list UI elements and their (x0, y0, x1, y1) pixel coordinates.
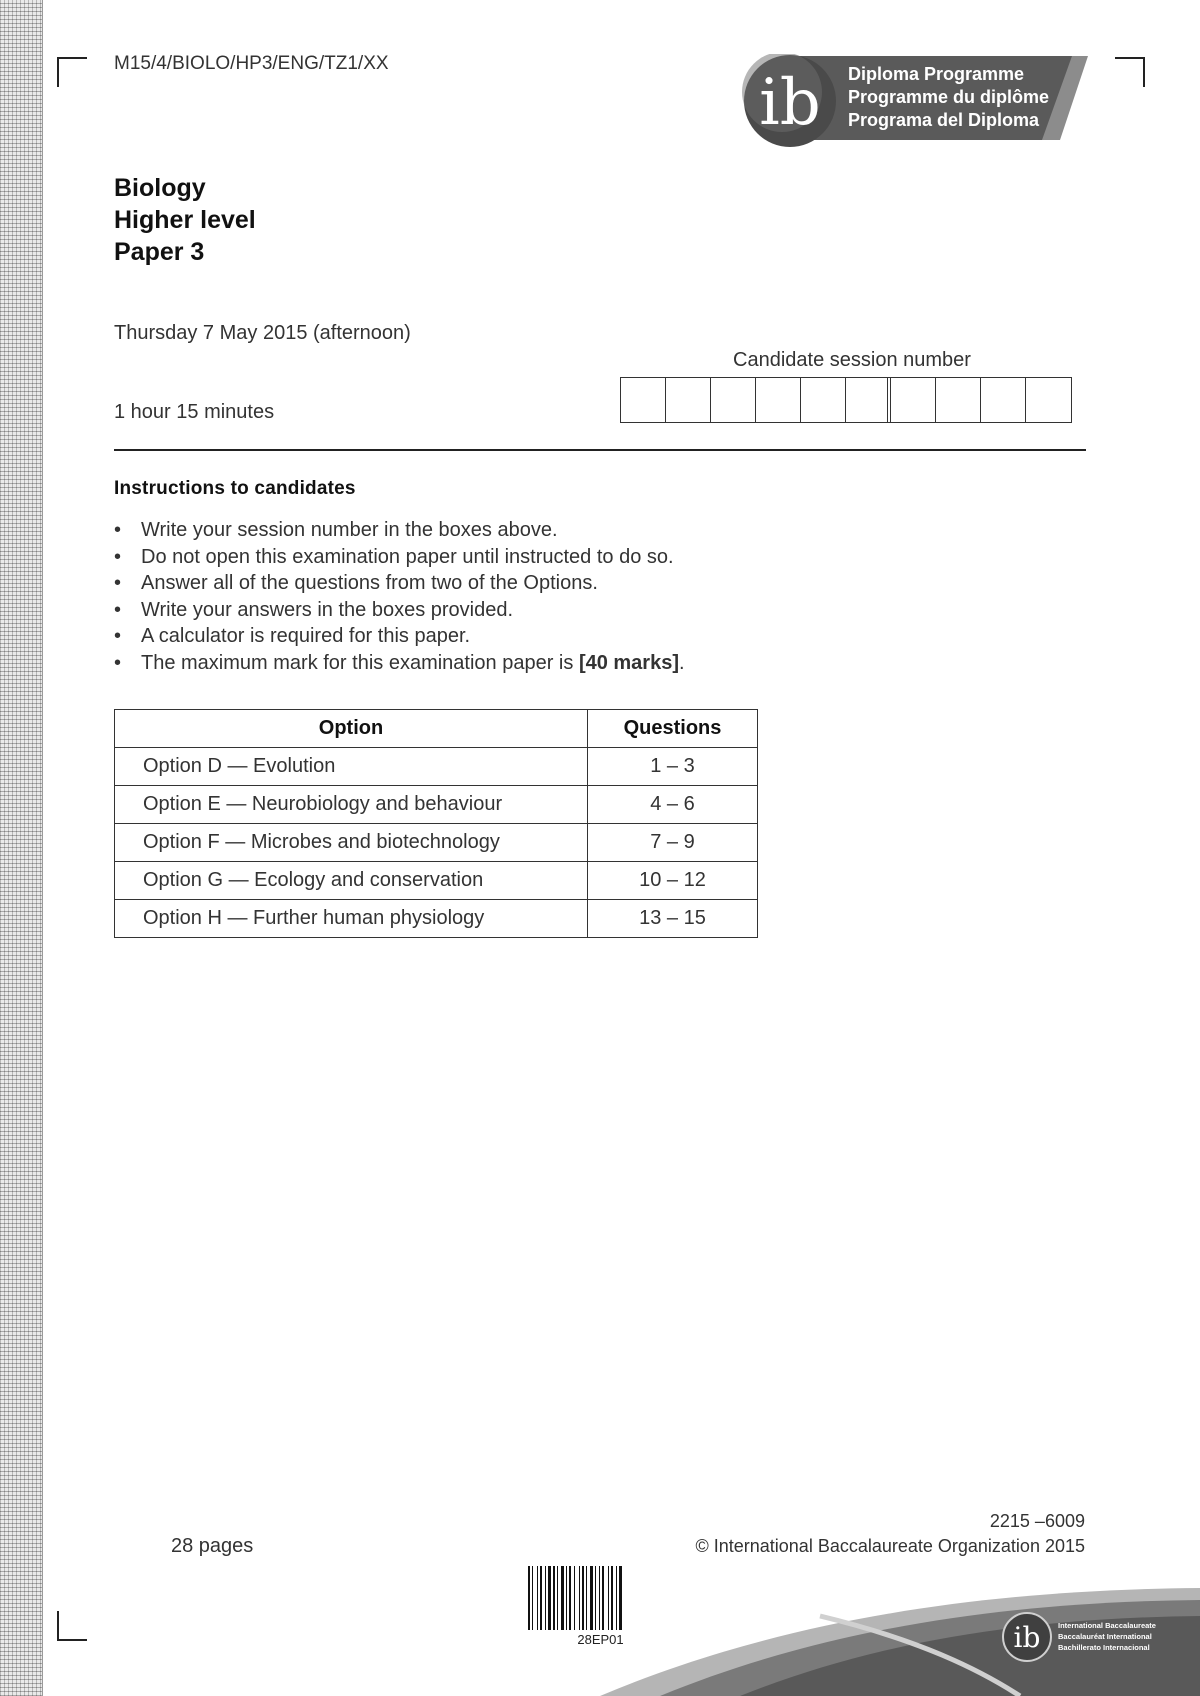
candidate-session-boxes[interactable] (620, 377, 1072, 423)
instructions-list (114, 517, 685, 677)
barcode-bar (545, 1566, 546, 1630)
barcode-bar (557, 1566, 558, 1630)
level-title: Higher level (114, 206, 256, 234)
session-digit-box[interactable] (891, 378, 936, 422)
table-row (115, 862, 758, 900)
instruction-item: • Answer all of the questions from two of the Options. (114, 570, 685, 597)
paper-code: M15/4/BIOLO/HP3/ENG/TZ1/XX (114, 53, 389, 74)
questions-cell: 1 – 3 (588, 748, 758, 786)
barcode-bar (590, 1566, 593, 1630)
session-digit-box[interactable] (666, 378, 711, 422)
table-row (115, 786, 758, 824)
session-digit-box[interactable] (1026, 378, 1071, 422)
header-questions: Questions (588, 710, 758, 748)
session-digit-box[interactable] (711, 378, 756, 422)
session-digit-box[interactable] (801, 378, 846, 422)
page-count: 28 pages (171, 1535, 254, 1557)
table-row (115, 748, 758, 786)
corner-logo-line-2: Baccalauréat International (1058, 1632, 1152, 1641)
barcode-bar (528, 1566, 530, 1630)
barcode-bar (574, 1566, 575, 1630)
option-cell: Option H — Further human physiology (115, 900, 588, 938)
barcode-bar (540, 1566, 542, 1630)
options-table (114, 709, 758, 938)
table-row (115, 900, 758, 938)
session-digit-box[interactable] (756, 378, 801, 422)
barcode-bar (569, 1566, 571, 1630)
ib-corner-mark: ib (1013, 1621, 1041, 1654)
instructions-heading: Instructions to candidates (114, 478, 356, 499)
instruction-item: • Do not open this examination paper until instructed to do so. (114, 544, 685, 571)
subject-title: Biology (114, 174, 206, 202)
barcode-bar (595, 1566, 596, 1630)
binding-strip (0, 0, 43, 1696)
session-digit-box[interactable] (846, 378, 891, 422)
logo-line-2: Programme du diplôme (848, 87, 1050, 107)
ib-diploma-logo (742, 54, 1088, 152)
barcode-bar (537, 1566, 538, 1630)
ib-logo-mark: ib (759, 66, 821, 140)
footer-swoosh (600, 1580, 1200, 1696)
table-header-row (115, 710, 758, 748)
option-cell: Option F — Microbes and biotechnology (115, 824, 588, 862)
barcode-label: 28EP01 (577, 1632, 624, 1647)
session-digit-box[interactable] (981, 378, 1026, 422)
option-cell: Option D — Evolution (115, 748, 588, 786)
instruction-item: • A calculator is required for this paper. (114, 623, 685, 650)
table-row (115, 824, 758, 862)
max-mark-value: [40 marks] (578, 651, 679, 674)
instruction-item: • Write your session number in the boxes above. (114, 517, 685, 544)
questions-cell: 7 – 9 (588, 824, 758, 862)
title-block (114, 172, 256, 268)
exam-duration: 1 hour 15 minutes (114, 401, 275, 423)
crop-mark-top-left (57, 57, 87, 87)
header-option: Option (115, 710, 588, 748)
paper-reference: 2215 –6009 (989, 1511, 1085, 1531)
copyright-notice: © International Baccalaureate Organization 2015 (695, 1536, 1085, 1556)
barcode-bar (553, 1566, 555, 1630)
corner-logo-line-3: Bachillerato Internacional (1058, 1643, 1150, 1652)
instruction-item-max-mark (114, 650, 685, 677)
option-cell: Option E — Neurobiology and behaviour (115, 786, 588, 824)
barcode-bar (582, 1566, 584, 1630)
questions-cell: 10 – 12 (588, 862, 758, 900)
crop-mark-top-right (1115, 57, 1145, 87)
barcode-bar (579, 1566, 580, 1630)
barcode-bar (586, 1566, 587, 1630)
barcode-bar (548, 1566, 551, 1630)
crop-mark-bottom-left (57, 1611, 87, 1641)
max-mark-prefix: The maximum mark for this examination paper is (141, 651, 579, 674)
paper-title: Paper 3 (114, 238, 205, 266)
exam-date: Thursday 7 May 2015 (afternoon) (114, 322, 411, 344)
header-divider (114, 449, 1086, 451)
candidate-session-label: Candidate session number (733, 349, 971, 371)
questions-cell: 4 – 6 (588, 786, 758, 824)
logo-line-3: Programa del Diploma (848, 110, 1040, 130)
questions-cell: 13 – 15 (588, 900, 758, 938)
barcode-bar (532, 1566, 533, 1630)
max-mark-suffix: . (679, 651, 685, 674)
corner-logo-line-1: International Baccalaureate (1058, 1621, 1156, 1630)
logo-line-1: Diploma Programme (848, 64, 1025, 84)
barcode-bar (566, 1566, 567, 1630)
option-cell: Option G — Ecology and conservation (115, 862, 588, 900)
barcode-bar (561, 1566, 564, 1630)
instruction-item: • Write your answers in the boxes provided. (114, 597, 685, 624)
session-digit-box[interactable] (621, 378, 666, 422)
session-digit-box[interactable] (936, 378, 981, 422)
